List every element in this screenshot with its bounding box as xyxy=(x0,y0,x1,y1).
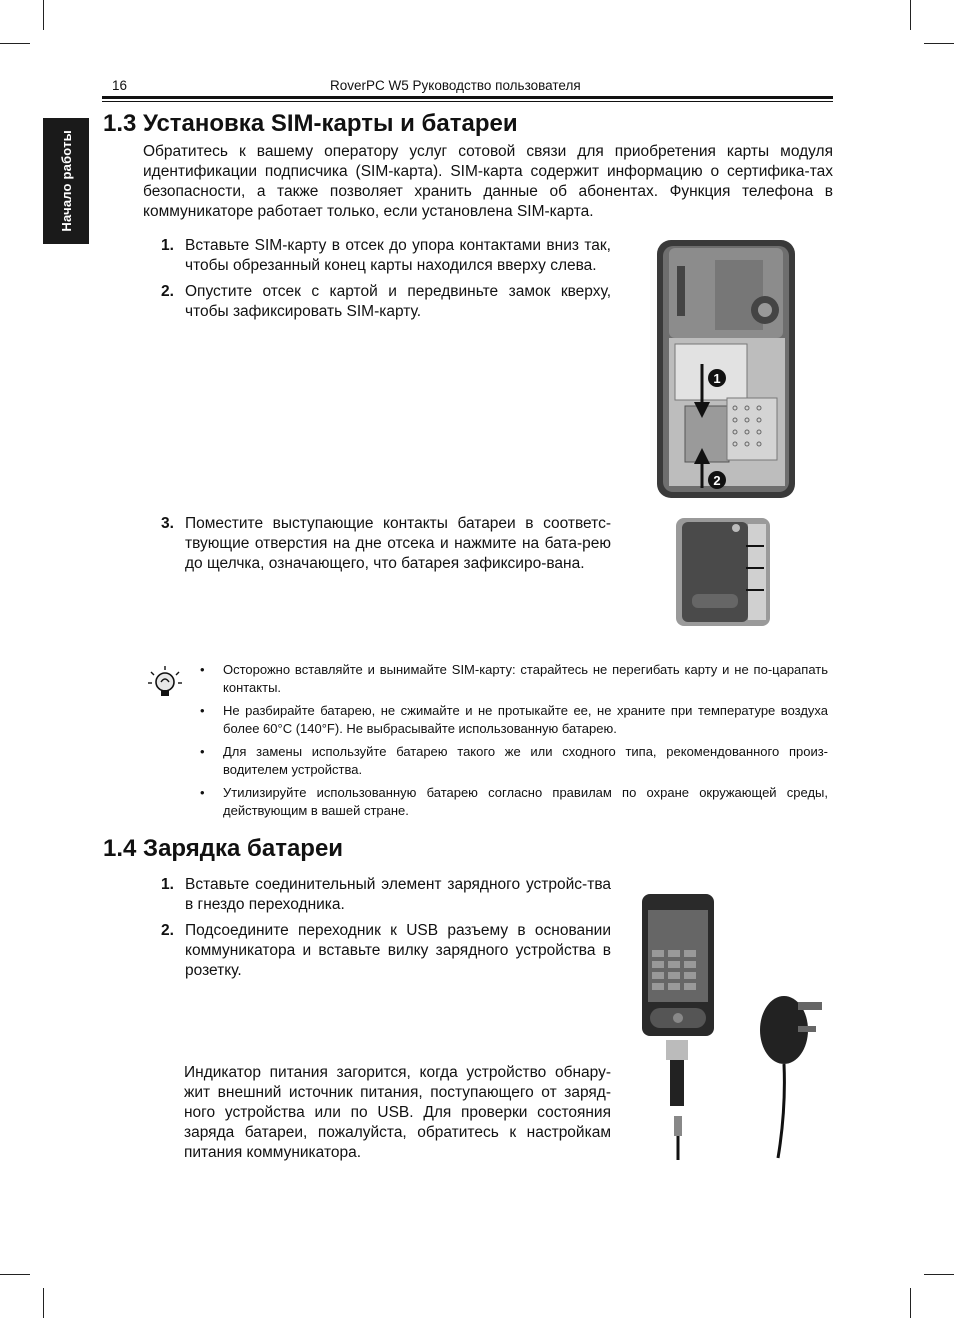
charging-figure xyxy=(638,890,838,1162)
charging-steps-list xyxy=(143,875,611,987)
section-title-charging: 1.4 Зарядка батареи xyxy=(103,835,344,862)
crop-mark xyxy=(0,1274,30,1275)
step-number: 3. xyxy=(161,515,174,532)
section-intro: Обратитесь к вашему оператору услуг сотовой связи для приобретения карты модуля идентификации подписчика (SIM-карта). SIM-карта содержит информацию о сертифика-тах безопасности, а также позволяет хранить данные об абонентах. Функция телефона в коммуникаторе работает только, если установлена SIM-карта. xyxy=(143,143,833,220)
header-rule xyxy=(102,96,833,99)
step-number: 1. xyxy=(161,237,174,254)
safety-notes-list xyxy=(198,661,828,825)
step-text: Опустите отсек с картой и передвиньте замок кверху, чтобы зафиксировать SIM-карту. xyxy=(185,283,611,320)
crop-mark xyxy=(924,1274,954,1275)
step-text: Подсоедините переходник к USB разъему в основании коммуникатора и вставьте вилку зарядного устройства в розетку. xyxy=(185,922,611,979)
step-number: 2. xyxy=(161,283,174,300)
header-rule-thin xyxy=(102,101,833,102)
list-item xyxy=(143,875,611,915)
step-text: Вставьте соединительный элемент зарядного устройс-тва в гнездо переходника. xyxy=(185,876,611,913)
sim-figure-marker-1: 1 xyxy=(713,371,721,386)
list-item xyxy=(143,282,611,322)
sim-steps-list xyxy=(143,236,611,328)
running-title: RoverPC W5 Руководство пользователя xyxy=(330,78,581,93)
battery-steps-list xyxy=(143,514,611,580)
crop-mark xyxy=(924,43,954,44)
crop-mark xyxy=(910,1288,911,1318)
list-item xyxy=(143,921,611,981)
step-text: Поместите выступающие контакты батареи в соответс-твующие отверстия на дне отсека и нажмите на бата-рею до щелчка, означающего, что батарея зафиксиро-вана. xyxy=(185,515,611,572)
list-item: • Осторожно вставляйте и вынимайте SIM-карту: старайтесь не перегибать карту и не по-царапать контакты. xyxy=(198,661,828,696)
list-item: • Утилизируйте использованную батарею согласно правилам по охране окружающей среды, действующим в вашей стране. xyxy=(198,784,828,819)
step-text: Вставьте SIM-карту в отсек до упора контактами вниз так, чтобы обрезанный конец карты находился вверху слева. xyxy=(185,237,611,274)
section-title-sim-battery: 1.3 Установка SIM-карты и батареи xyxy=(103,110,518,137)
lightbulb-icon xyxy=(146,664,184,702)
sim-figure-marker-2: 2 xyxy=(713,473,721,488)
crop-mark xyxy=(43,1288,44,1318)
list-item xyxy=(143,236,611,276)
crop-mark xyxy=(43,0,44,30)
power-indicator-paragraph: Индикатор питания загорится, когда устройство обнару-жит внешний источник питания, поступающего от заряд-ного устройства или по USB. Для проверки состояния заряда батареи, пожалуйста, обратитесь к настройкам питания коммуникатора. xyxy=(184,1064,611,1161)
sim-installation-figure xyxy=(655,238,797,502)
list-item: • Для замены используйте батарею такого же или сходного типа, рекомендованного произ-водителем устройства. xyxy=(198,743,828,778)
step-number: 1. xyxy=(161,876,174,893)
crop-mark xyxy=(0,43,30,44)
chapter-side-tab-label: Начало работы xyxy=(58,130,74,232)
step-number: 2. xyxy=(161,922,174,939)
page-number: 16 xyxy=(112,78,128,93)
chapter-side-tab xyxy=(43,118,89,244)
battery-installation-figure xyxy=(674,516,772,630)
list-item xyxy=(143,514,611,574)
crop-mark xyxy=(910,0,911,30)
list-item: • Не разбирайте батарею, не сжимайте и не протыкайте ее, не храните при температуре воздуха более 60°C (140°F). Не выбрасывайте использованную батарею. xyxy=(198,702,828,737)
